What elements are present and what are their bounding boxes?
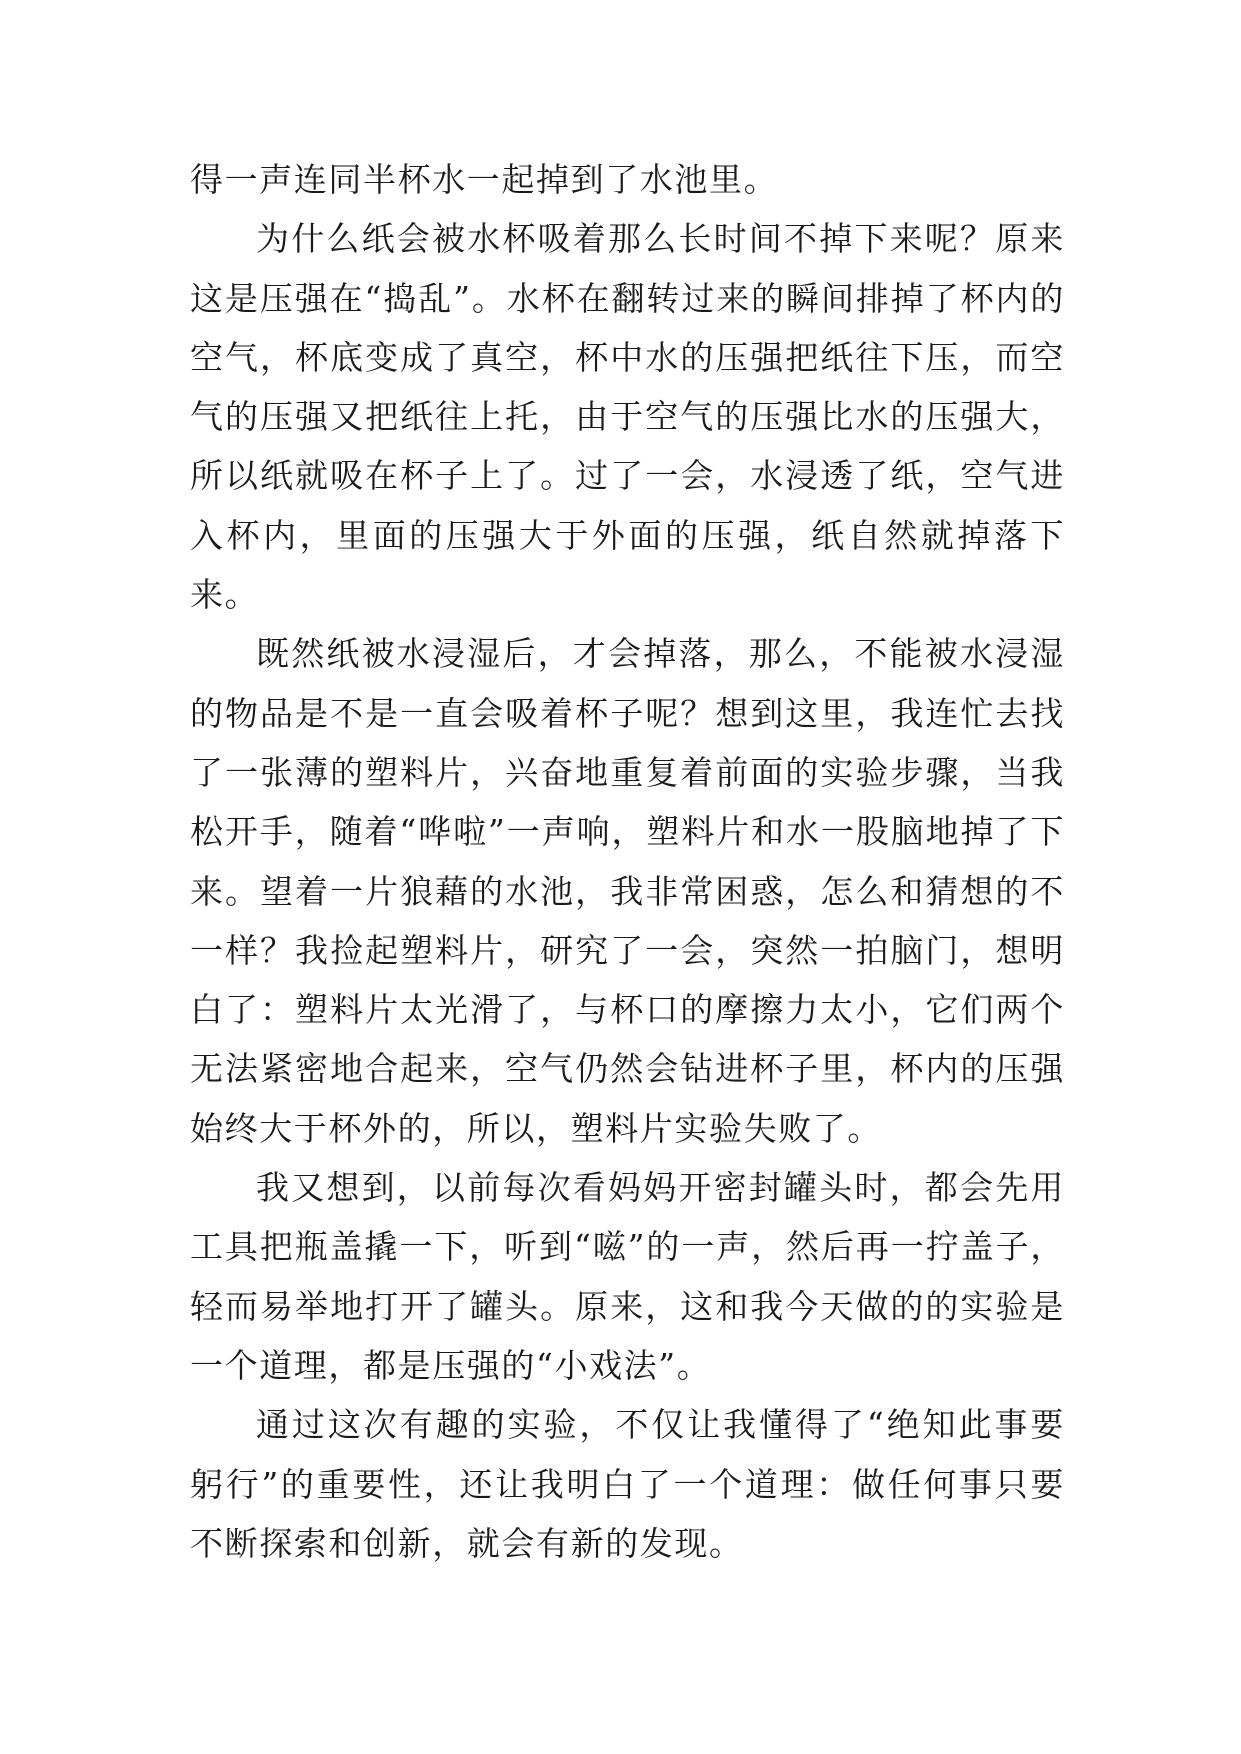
body-text (190, 150, 1065, 1573)
paragraph-5: 通过这次有趣的实验，不仅让我懂得了“绝知此事要躬行”的重要性，还让我明白了一个道理：做任何事只要不断探索和创新，就会有新的发现。 (190, 1405, 1065, 1563)
paragraph-3: 既然纸被水浸湿后，才会掉落，那么，不能被水浸湿的物品是不是一直会吸着杯子呢？想到这里，我连忙去找了一张薄的塑料片，兴奋地重复着前面的实验步骤，当我松开手，随着“哗啦”一声响，塑料片和水一股脑地掉了下来。望着一片狼藉的水池，我非常困惑，怎么和猜想的不一样？我捡起塑料片，研究了一会，突然一拍脑门，想明白了：塑料片太光滑了，与杯口的摩擦力太小，它们两个无法紧密地合起来，空气仍然会钻进杯子里，杯内的压强始终大于杯外的，所以，塑料片实验失败了。 (190, 634, 1065, 1148)
paragraph-4: 我又想到，以前每次看妈妈开密封罐头时，都会先用工具把瓶盖撬一下，听到“嗞”的一声，然后再一拧盖子，轻而易举地打开了罐头。原来，这和我今天做的的实验是一个道理，都是压强的“小戏法”。 (190, 1168, 1065, 1385)
paragraph-2: 为什么纸会被水杯吸着那么长时间不掉下来呢？原来这是压强在“捣乱”。水杯在翻转过来的瞬间排掉了杯内的空气，杯底变成了真空，杯中水的压强把纸往下压，而空气的压强又把纸往上托，由于空气的压强比水的压强大，所以纸就吸在杯子上了。过了一会，水浸透了纸，空气进入杯内，里面的压强大于外面的压强，纸自然就掉落下来。 (190, 219, 1065, 615)
paragraph-1: 得一声连同半杯水一起掉到了水池里。 (190, 160, 779, 199)
